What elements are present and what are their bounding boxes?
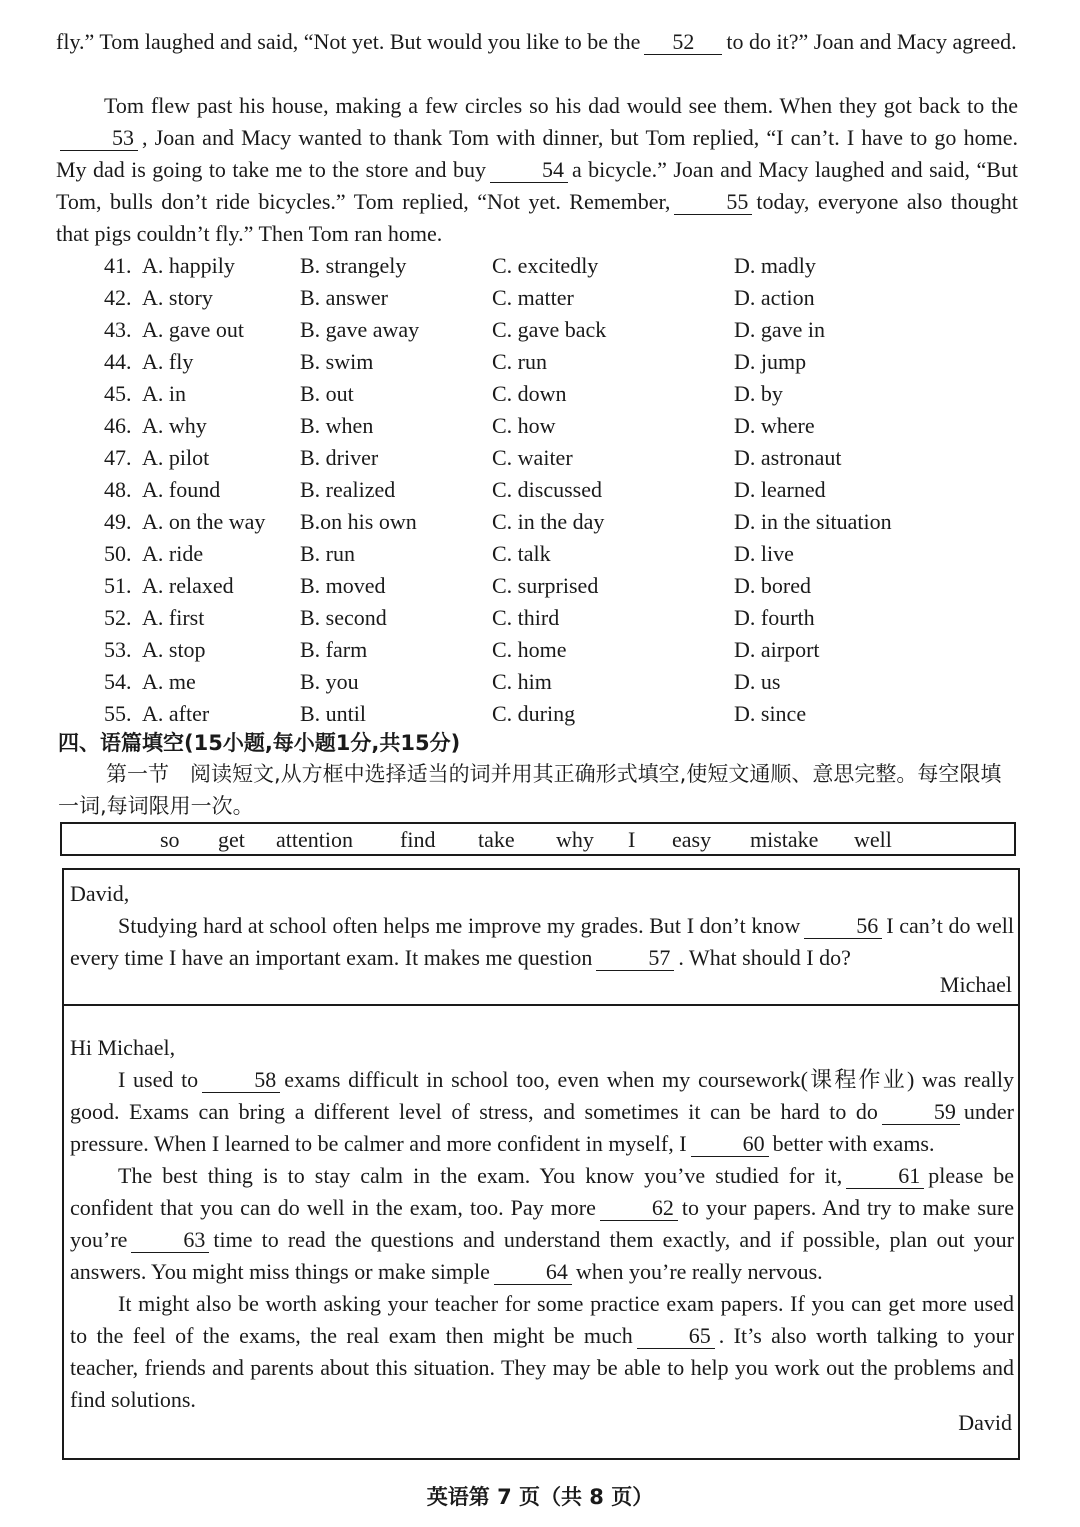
answer-blank-62: 62	[600, 1196, 678, 1221]
passage-text: , Joan and Macy wanted to thank Tom with dinner, but Tom replied, “I can’t. I have to go home. My dad is going to take me to the store and buy	[56, 125, 1018, 182]
question-number: 51.	[104, 573, 132, 598]
option-b: B. out	[300, 381, 354, 406]
option-b: B. when	[300, 413, 374, 438]
question-number: 50.	[104, 541, 132, 566]
answer-blank-57: 57	[596, 946, 674, 971]
option-b: B. until	[300, 701, 367, 726]
letter-text: please be confident that you can do well in the exam, too. Pay more	[70, 1163, 1014, 1220]
answer-blank-60: 60	[691, 1132, 769, 1157]
option-a: A. gave out	[142, 317, 245, 342]
passage-paragraph-1	[56, 26, 1018, 58]
option-c: C. home	[492, 637, 567, 662]
option-a: A. me	[142, 669, 196, 694]
answer-blank-52: 52	[644, 30, 722, 55]
question-number: 45.	[104, 381, 132, 406]
option-d: D. gave in	[734, 317, 826, 342]
letter-text: when you’re really nervous.	[575, 1259, 823, 1284]
word-box-item: why	[556, 827, 594, 852]
answer-blank-53: 53	[60, 126, 138, 151]
option-c: C. matter	[492, 285, 574, 310]
section-instruction: 第一节 阅读短文,从方框中选择适当的词并用其正确形式填空,使短文通顺、意思完整。每空限填一词,每词限用一次。	[58, 762, 1002, 818]
letter-text: It might also be worth asking your teacher for some practice exam papers. If you can get more used to the feel of the exams, the real exam then might be much	[70, 1291, 1014, 1348]
option-d: D. learned	[734, 477, 826, 502]
option-a: A. on the way	[142, 509, 266, 534]
word-box-item: well	[854, 827, 892, 852]
option-c: C. in the day	[492, 509, 605, 534]
section-title: 四、语篇填空(15小题,每小题1分,共15分)	[58, 731, 461, 755]
option-d: D. action	[734, 285, 815, 310]
option-a: A. pilot	[142, 445, 210, 470]
option-b: B. second	[300, 605, 387, 630]
letter1-body	[70, 910, 1014, 974]
option-c: C. third	[492, 605, 560, 630]
word-box-item: I	[628, 827, 636, 852]
letter-text: I can’t do well every time I have an important exam. It makes me question	[70, 913, 1014, 970]
option-b: B. farm	[300, 637, 368, 662]
letter1-signature: Michael	[939, 972, 1012, 997]
page-footer: 英语第 7 页（共 8 页）	[426, 1485, 654, 1509]
option-c: C. excitedly	[492, 253, 599, 278]
answer-blank-55: 55	[674, 190, 752, 215]
answer-blank-63: 63	[131, 1228, 209, 1253]
letter-text: . It’s also worth talking to your teacher, friends and parents about this situation. They may be able to help you work out the problems and find solutions.	[70, 1323, 1014, 1412]
option-a: A. relaxed	[142, 573, 234, 598]
option-a: A. ride	[142, 541, 204, 566]
answer-blank-59: 59	[882, 1100, 960, 1125]
option-b: B. strangely	[300, 253, 407, 278]
question-number: 47.	[104, 445, 132, 470]
option-c: C. down	[492, 381, 567, 406]
question-number: 46.	[104, 413, 132, 438]
passage-text: today, everyone also thought that pigs couldn’t fly.” Then Tom ran home.	[56, 189, 1019, 246]
option-a: A. first	[142, 605, 205, 630]
letter-text: . What should I do?	[678, 945, 851, 970]
option-c: C. how	[492, 413, 556, 438]
option-d: D. by	[734, 381, 783, 406]
letter-text: I used to	[118, 1067, 199, 1092]
letter-divider	[64, 1004, 1018, 1006]
option-c: C. discussed	[492, 477, 602, 502]
option-d: D. live	[734, 541, 794, 566]
option-a: A. in	[142, 381, 186, 406]
answer-blank-56: 56	[804, 914, 882, 939]
question-number: 44.	[104, 349, 132, 374]
answer-blank-65: 65	[637, 1324, 715, 1349]
letter-text: to your papers. And try to make sure you’re	[70, 1195, 1015, 1252]
option-a: A. after	[142, 701, 210, 726]
question-number: 43.	[104, 317, 132, 342]
word-box-item: find	[400, 827, 436, 852]
option-c: C. surprised	[492, 573, 599, 598]
question-number: 41.	[104, 253, 132, 278]
option-d: D. jump	[734, 349, 807, 374]
question-number: 54.	[104, 669, 132, 694]
option-b: B. you	[300, 669, 359, 694]
passage-paragraph-2	[56, 90, 1018, 250]
option-d: D. where	[734, 413, 815, 438]
option-a: A. happily	[142, 253, 235, 278]
option-b: B. answer	[300, 285, 388, 310]
option-b: B. gave away	[300, 317, 420, 342]
letter2-paragraph-3	[70, 1288, 1014, 1416]
option-b: B. realized	[300, 477, 396, 502]
letter-text: under pressure. When I learned to be calmer and more confident in myself, I	[70, 1099, 1014, 1156]
option-a: A. why	[142, 413, 207, 438]
letter-text: The best thing is to stay calm in the exam. You know you’ve studied for it,	[118, 1163, 843, 1188]
answer-blank-54: 54	[490, 158, 568, 183]
option-c: C. run	[492, 349, 547, 374]
option-a: A. story	[142, 285, 213, 310]
letter-text: exams difficult in school too, even when my coursework(课程作业) was really good. Exams can bring a different level of stress, and sometimes it can be hard to do	[70, 1067, 1014, 1124]
option-b: B. moved	[300, 573, 386, 598]
option-c: C. waiter	[492, 445, 573, 470]
word-box-item: mistake	[750, 827, 819, 852]
word-box-item: so	[160, 827, 180, 852]
option-b: B. run	[300, 541, 355, 566]
question-number: 53.	[104, 637, 132, 662]
option-d: D. airport	[734, 637, 820, 662]
option-d: D. us	[734, 669, 781, 694]
letter2-signature: David	[958, 1410, 1012, 1435]
word-box-item: get	[218, 827, 245, 852]
passage-text: to do it?” Joan and Macy agreed.	[726, 29, 1017, 54]
option-d: D. madly	[734, 253, 816, 278]
option-d: D. since	[734, 701, 807, 726]
question-number: 49.	[104, 509, 132, 534]
question-number: 55.	[104, 701, 132, 726]
option-d: D. astronaut	[734, 445, 842, 470]
answer-blank-58: 58	[202, 1068, 280, 1093]
option-a: A. found	[142, 477, 221, 502]
letter2-greeting: Hi Michael,	[70, 1035, 176, 1060]
word-box-item: attention	[276, 827, 353, 852]
letters-box	[62, 868, 1020, 1460]
passage-text: a bicycle.” Joan and Macy laughed and said, “But Tom, bulls don’t ride bicycles.” Tom replied, “Not yet. Remember,	[56, 157, 1019, 214]
option-b: B.on his own	[300, 509, 417, 534]
passage-text: fly.” Tom laughed and said, “Not yet. But would you like to be the	[56, 29, 641, 54]
option-c: C. talk	[492, 541, 551, 566]
option-d: D. in the situation	[734, 509, 892, 534]
letter-text: time to read the questions and understand them exactly, and if possible, plan out your answers. You might miss things or make simple	[70, 1227, 1014, 1284]
option-d: D. bored	[734, 573, 811, 598]
question-number: 42.	[104, 285, 132, 310]
option-c: C. gave back	[492, 317, 607, 342]
option-a: A. fly	[142, 349, 194, 374]
letter1-greeting: David,	[70, 881, 130, 906]
option-b: B. driver	[300, 445, 379, 470]
letter2-paragraph-1	[70, 1064, 1014, 1160]
letter-text: better with exams.	[772, 1131, 935, 1156]
letter-text: Studying hard at school often helps me improve my grades. But I don’t know	[118, 913, 801, 938]
word-box-item: easy	[672, 827, 712, 852]
option-d: D. fourth	[734, 605, 815, 630]
answer-blank-64: 64	[494, 1260, 572, 1285]
option-b: B. swim	[300, 349, 374, 374]
question-number: 52.	[104, 605, 132, 630]
passage-text: Tom flew past his house, making a few circles so his dad would see them. When they got back to the	[104, 93, 1018, 118]
option-c: C. during	[492, 701, 576, 726]
question-number: 48.	[104, 477, 132, 502]
option-c: C. him	[492, 669, 552, 694]
answer-blank-61: 61	[846, 1164, 924, 1189]
letter2-paragraph-2	[70, 1160, 1014, 1288]
option-a: A. stop	[142, 637, 206, 662]
word-box-item: take	[478, 827, 515, 852]
word-box	[60, 822, 1016, 856]
